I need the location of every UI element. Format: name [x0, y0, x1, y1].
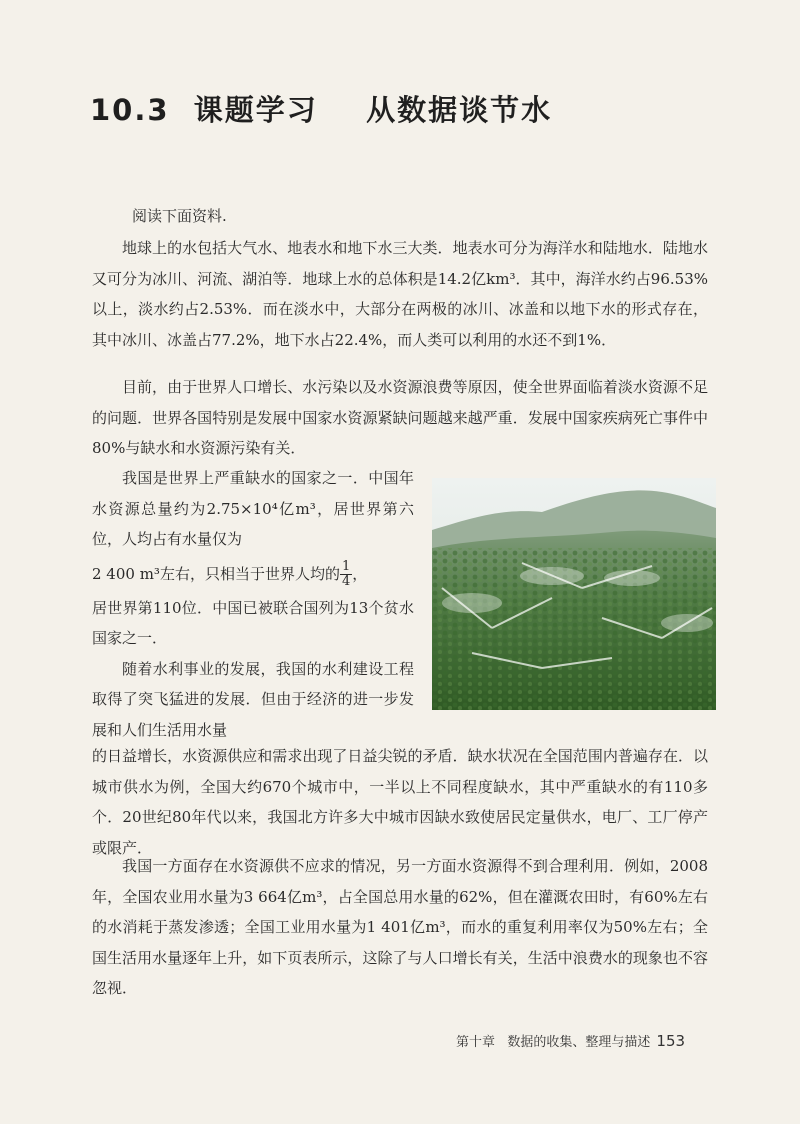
- per-capita-text: 2 400 m³左右，只相当于世界人均的: [92, 564, 340, 583]
- irrigation-photo-image: [432, 478, 716, 710]
- irrigation-photo: [432, 478, 716, 710]
- section-title: 10.3 课题学习 从数据谈节水: [90, 93, 553, 127]
- page-number: 153: [656, 1032, 686, 1050]
- page-footer: [456, 1031, 685, 1050]
- paragraph-china-rank: [92, 593, 414, 654]
- fraction-comma: ，: [352, 564, 368, 583]
- reading-prompt: 阅读下面资料.: [132, 207, 227, 225]
- paragraph-china-resources-a: 我国是世界上严重缺水的国家之一．中国年水资源总量约为2.75×10⁴亿m³，居世界第六位，人均占有水量仅为: [92, 469, 414, 548]
- paragraph-water-types: 地球上的水包括大气水、地表水和地下水三大类．地表水可分为海洋水和陆地水．陆地水又可分为冰川、河流、湖泊等．地球上水的总体积是14.2亿km³．其中，海洋水约占96.53%以上，淡水约占2.53%．而在淡水中，大部分在两极的冰川、冰盖和以地下水的形式存在，其中冰川、冰盖占77.2%，地下水占22.4%，而人类可以利用的水还不到1%．: [92, 239, 708, 349]
- paragraph-water-development-rest: 的日益增长，水资源供应和需求出现了日益尖锐的矛盾．缺水状况在全国范围内普遍存在．以城市供水为例，全国大约670个城市中，一半以上不同程度缺水，其中严重缺水的有110多个．20世纪80年代以来，我国北方许多大中城市因缺水致使居民定量供水，电厂、工厂停产或限产．: [92, 747, 708, 857]
- fraction-denominator: 4: [341, 574, 351, 589]
- paragraph-global-shortage: 目前，由于世界人口增长、水污染以及水资源浪费等原因，使全世界面临着淡水资源不足的问题．世界各国特别是发展中国家水资源紧缺问题越来越严重．发展中国家疾病死亡事件中80%与缺水和水资源污染有关．: [92, 378, 708, 457]
- paragraph-china-rank-text: 居世界第110位．中国已被联合国列为13个贫水国家之一．: [92, 598, 414, 647]
- paragraph-china-resources: [92, 463, 414, 555]
- chapter-label: 第十章 数据的收集、整理与描述: [456, 1035, 651, 1050]
- paragraph-water-development-start: [92, 654, 414, 746]
- paragraph-water-usage: 我国一方面存在水资源供不应求的情况，另一方面水资源得不到合理利用．例如，2008年，全国农业用水量为3 664亿m³，占全国总用水量的62%，但在灌溉农田时，有60%左右的水消耗于蒸发渗透；全国工业用水量为1 401亿m³，而水的重复利用率仅为50%左右；全国生活用水量逐年上升，如下页表所示，这除了与人口增长有关，生活中浪费水的现象也不容忽视．: [92, 857, 708, 997]
- floated-text-column: [92, 463, 414, 745]
- fraction-numerator: 1: [341, 559, 351, 574]
- paragraph-china-resources-fraction-line: [92, 555, 414, 593]
- paragraph-water-development-text: 随着水利事业的发展，我国的水利建设工程取得了突飞猛进的发展．但由于经济的进一步发展和人们生活用水量: [92, 659, 414, 739]
- fraction-one-quarter: [340, 560, 352, 589]
